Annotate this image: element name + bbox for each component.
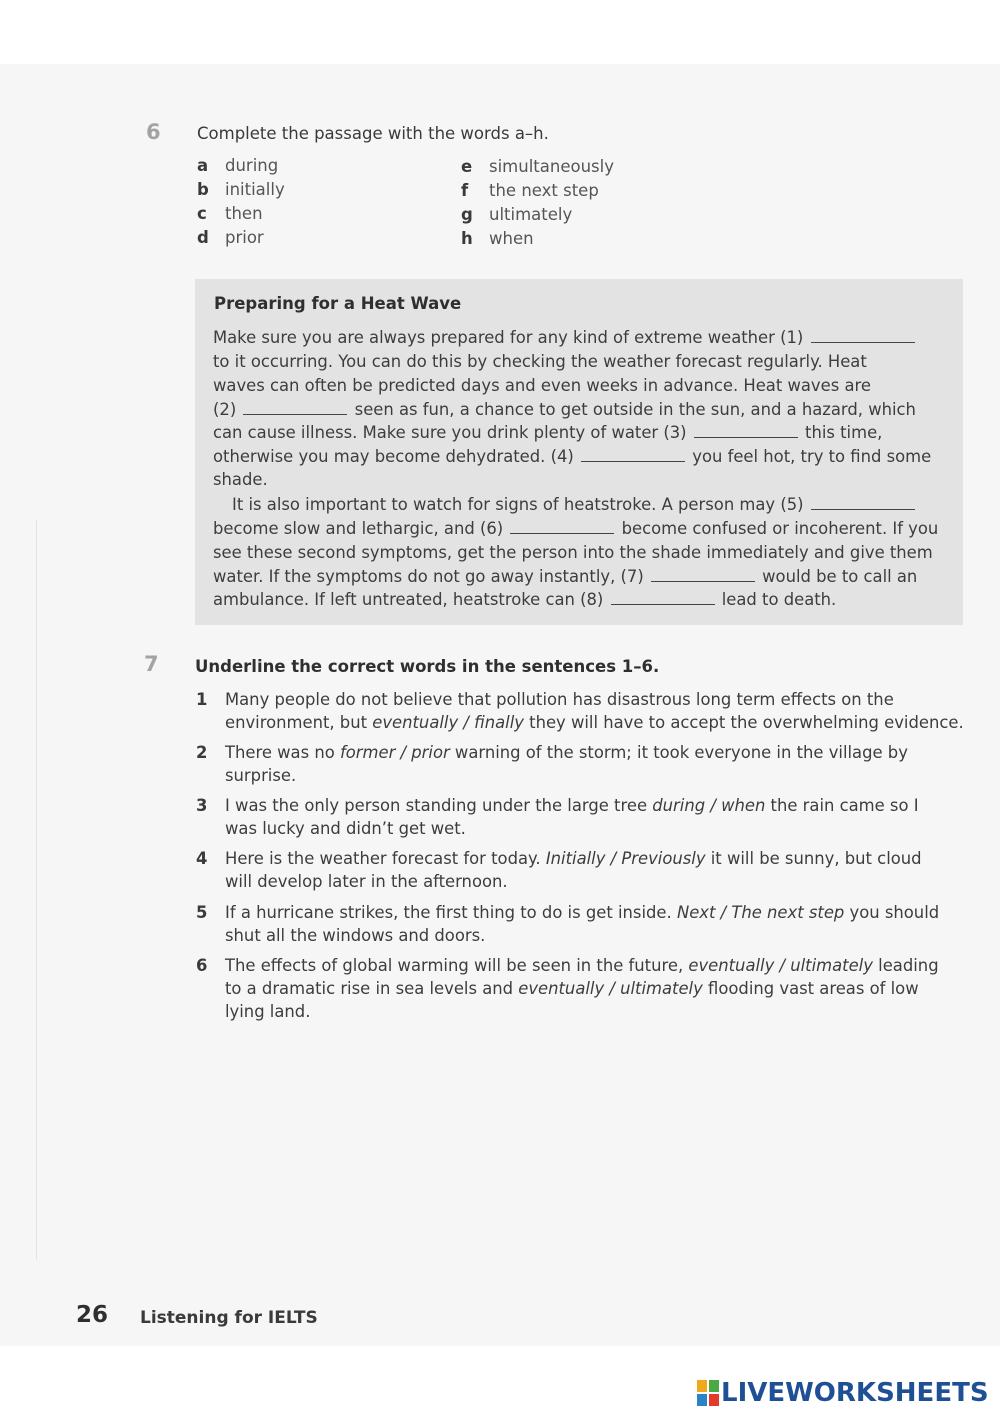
- passage-line: waves can often be predicted days and even weeks in advance. Heat waves are: [213, 376, 871, 395]
- passage-line: see these second symptoms, get the person into the shade immediately and give them: [213, 543, 933, 562]
- option-h: h when: [461, 229, 534, 248]
- blank-6[interactable]: [510, 520, 614, 534]
- option-d: d prior: [197, 228, 264, 247]
- choice-3[interactable]: during / when: [652, 796, 766, 815]
- passage-line: Make sure you are always prepared for any kind of extreme weather (1): [213, 328, 917, 347]
- passage-line: to it occurring. You can do this by checking the weather forecast regularly. Heat: [213, 352, 867, 371]
- option-g: g ultimately: [461, 205, 573, 224]
- passage-line: ambulance. If left untreated, heatstroke can (8) lead to death.: [213, 590, 837, 609]
- passage-line: can cause illness. Make sure you drink plenty of water (3) this time,: [213, 423, 883, 442]
- choice-1[interactable]: eventually / finally: [372, 713, 524, 732]
- option-e: e simultaneously: [461, 157, 614, 176]
- exercise-7-number: 7: [144, 652, 159, 676]
- book-title: Listening for IELTS: [140, 1308, 318, 1328]
- option-f: f the next step: [461, 181, 599, 200]
- choice-6b[interactable]: eventually / ultimately: [518, 979, 703, 998]
- liveworksheets-logo: [697, 1378, 989, 1408]
- passage-line: water. If the symptoms do not go away instantly, (7) would be to call an: [213, 567, 918, 586]
- exercise-7-instruction: Underline the correct words in the sentences 1–6.: [195, 657, 660, 676]
- option-c: c then: [197, 204, 263, 223]
- option-b: b initially: [197, 180, 285, 199]
- choice-2[interactable]: former / prior: [339, 743, 450, 762]
- blank-4[interactable]: [581, 448, 685, 462]
- exercise-6-number: 6: [146, 120, 161, 144]
- passage-line: become slow and lethargic, and (6) become confused or incoherent. If you: [213, 519, 939, 538]
- page-number: 26: [76, 1302, 109, 1328]
- blank-1[interactable]: [811, 329, 915, 343]
- passage-line: shade.: [213, 470, 268, 489]
- logo-text: LIVEWORKSHEETS: [721, 1378, 989, 1408]
- blank-7[interactable]: [651, 568, 755, 582]
- blank-2[interactable]: [243, 401, 347, 415]
- choice-5[interactable]: Next / The next step: [676, 903, 845, 922]
- passage-line: (2) seen as fun, a chance to get outside in the sun, and a hazard, which: [213, 400, 916, 419]
- blank-3[interactable]: [694, 424, 798, 438]
- passage-line: It is also important to watch for signs of heatstroke. A person may (5): [232, 495, 917, 514]
- passage-title: Preparing for a Heat Wave: [214, 294, 462, 313]
- choice-4[interactable]: Initially / Previously: [545, 849, 706, 868]
- page-fold-line: [36, 520, 37, 1260]
- passage-line: otherwise you may become dehydrated. (4) you feel hot, try to find some: [213, 447, 932, 466]
- logo-mark-icon: [697, 1380, 719, 1406]
- option-a: a during: [197, 156, 279, 175]
- exercise-6-instruction: Complete the passage with the words a–h.: [197, 124, 549, 143]
- choice-6a[interactable]: eventually / ultimately: [688, 956, 873, 975]
- blank-5[interactable]: [811, 496, 915, 510]
- blank-8[interactable]: [611, 591, 715, 605]
